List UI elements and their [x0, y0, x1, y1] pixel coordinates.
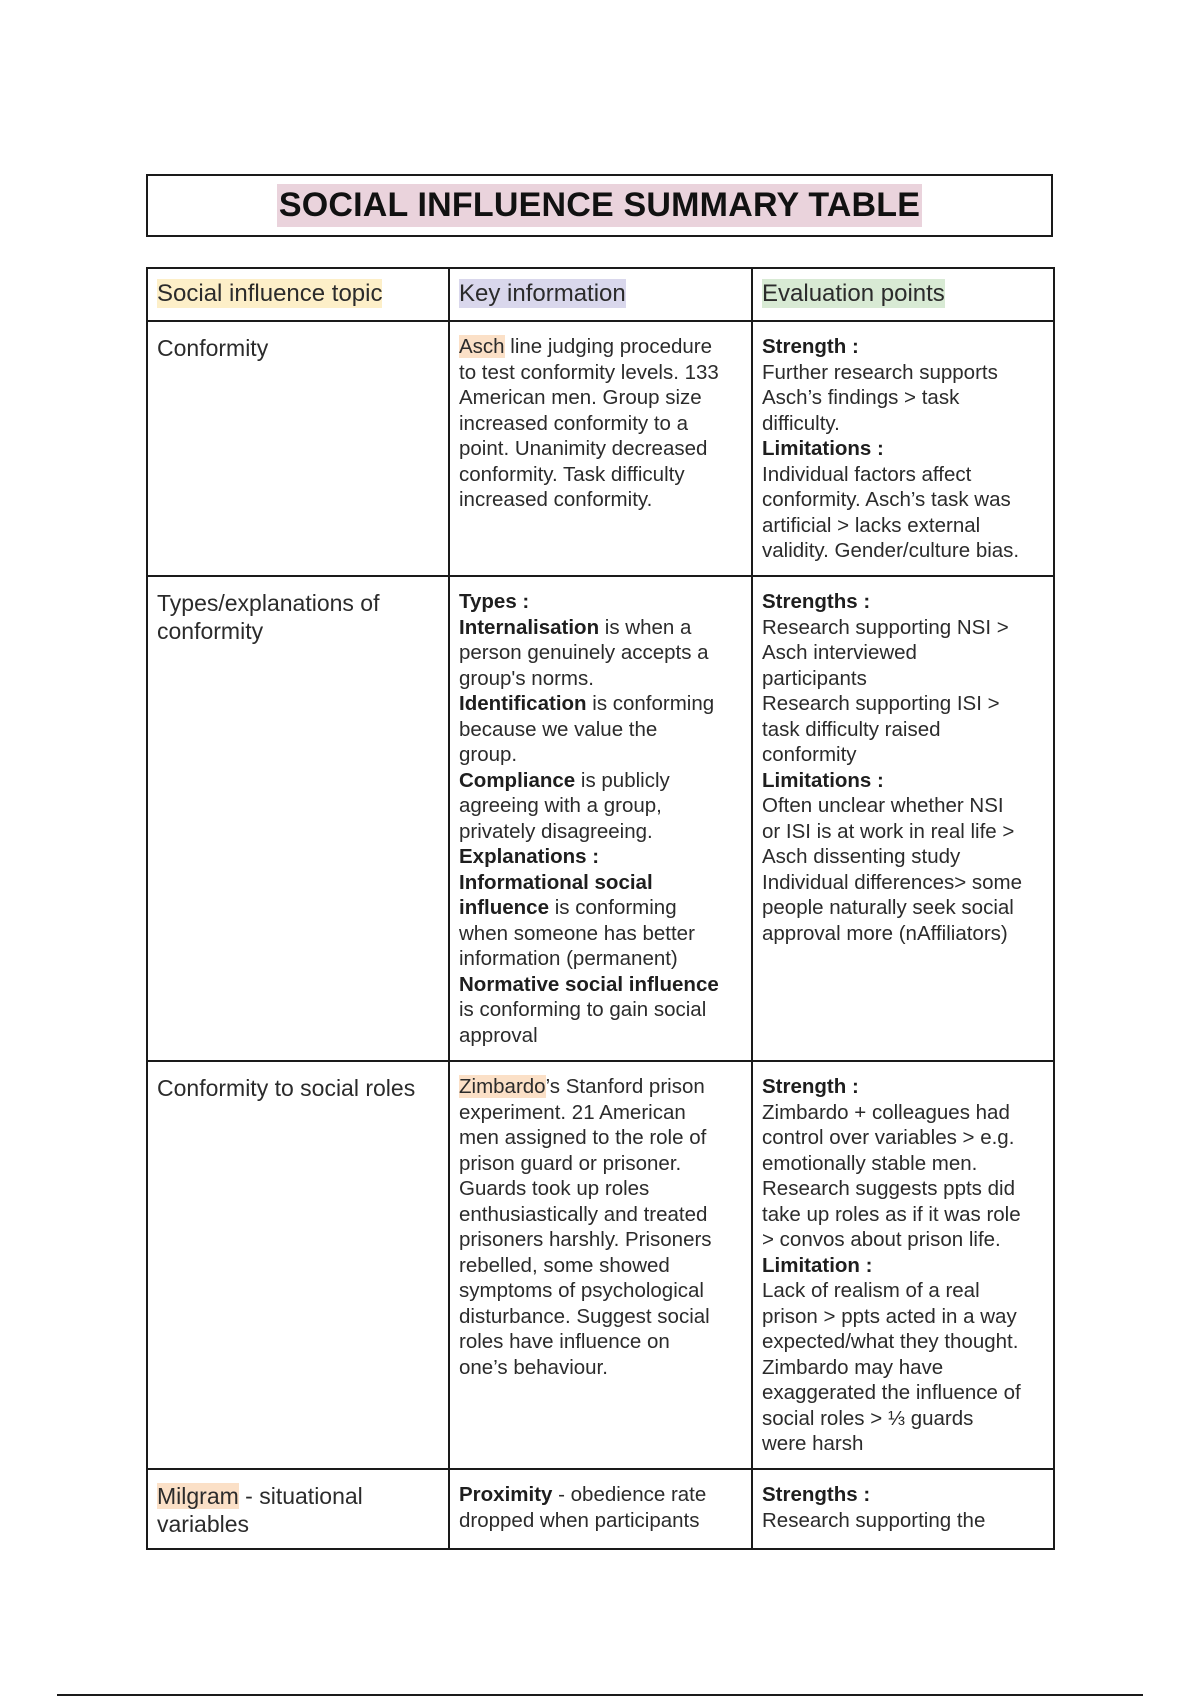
text-line [762, 793, 1044, 819]
highlighted-name: Zimbardo [459, 1075, 546, 1098]
text-line [459, 334, 742, 360]
text-run: when someone has better [459, 921, 695, 945]
header-cell-key [449, 268, 752, 321]
text-line [762, 487, 1044, 513]
text-line [459, 997, 742, 1023]
text-line: Conformity [157, 335, 269, 361]
text-run: approval more (nAffiliators) [762, 921, 1008, 945]
text-line [459, 436, 742, 462]
bold-term: Strengths : [762, 590, 871, 613]
text-line [459, 462, 742, 488]
text-line [762, 844, 1044, 870]
text-line [459, 895, 742, 921]
cell-key [449, 1469, 752, 1549]
text-run: is conforming to gain social [459, 998, 707, 1021]
text-line [459, 870, 742, 896]
text-line [459, 487, 742, 513]
text-run: Zimbardo + colleagues had [762, 1100, 1010, 1124]
text-run: conformity [762, 743, 857, 766]
text-line [762, 538, 1044, 564]
header-cell-eval [752, 268, 1054, 321]
text-line [762, 334, 1044, 360]
text-line [762, 870, 1044, 896]
text-run: line judging procedure [504, 335, 713, 358]
text-run: Individual differences> some [762, 870, 1023, 894]
text-line [157, 1482, 439, 1510]
text-run: roles have influence on [459, 1330, 670, 1353]
text-run: one’s behaviour. [459, 1355, 608, 1379]
text-run: Often unclear whether NSI [762, 794, 1004, 817]
page-title: SOCIAL INFLUENCE SUMMARY TABLE [277, 184, 922, 227]
text-line [762, 768, 1044, 794]
bold-term: Types : [459, 590, 530, 613]
text-line [459, 768, 742, 794]
text-line [459, 360, 742, 386]
bottom-divider [57, 1694, 1143, 1696]
text-line [762, 1074, 1044, 1100]
bold-term: Informational social [459, 870, 653, 894]
text-line [459, 1074, 742, 1100]
bold-term: Strengths : [762, 1483, 871, 1506]
text-run: Asch dissenting study [762, 845, 961, 868]
text-run: prisoners harshly. Prisoners [459, 1228, 712, 1251]
text-run: is conforming [586, 692, 715, 715]
text-line [762, 1278, 1044, 1304]
text-run: group. [459, 743, 518, 766]
text-run: enthusiastically and treated [459, 1202, 708, 1226]
text-run: Asch’s findings > task [762, 386, 960, 409]
text-run: information (permanent) [459, 947, 678, 970]
text-run: artificial > lacks external [762, 513, 981, 537]
text-run: American men. Group size [459, 386, 702, 409]
text-line [459, 615, 742, 641]
text-run: men assigned to the role of [459, 1126, 707, 1149]
text-line [762, 615, 1044, 641]
bold-term: Explanations : [459, 845, 600, 868]
text-line [762, 640, 1044, 666]
text-line [762, 895, 1044, 921]
text-run: Research supporting the [762, 1508, 986, 1532]
text-line [762, 462, 1044, 488]
text-line [459, 589, 742, 615]
text-line [459, 742, 742, 768]
text-run: agreeing with a group, [459, 794, 662, 817]
table-row [147, 576, 1054, 1061]
text-line [459, 1100, 742, 1126]
text-run: approval [459, 1023, 538, 1047]
text-line [762, 742, 1044, 768]
text-run: is publicly [575, 768, 670, 792]
cell-key [449, 321, 752, 576]
bold-term: Strength : [762, 1075, 859, 1098]
text-line [459, 1202, 742, 1228]
text-run: Zimbardo may have [762, 1355, 944, 1379]
text-line [762, 691, 1044, 717]
text-line [762, 921, 1044, 947]
bold-term: Proximity [459, 1483, 553, 1506]
text-run: Research supporting NSI > [762, 615, 1009, 639]
text-run: Individual factors affect [762, 462, 972, 486]
text-run: expected/what they thought. [762, 1330, 1019, 1353]
text-line [762, 1406, 1044, 1432]
text-line [762, 1202, 1044, 1228]
text-run: Lack of realism of a real [762, 1279, 980, 1302]
table-row [147, 1061, 1054, 1469]
text-run: people naturally seek social [762, 896, 1014, 919]
text-line [459, 1304, 742, 1330]
text-line: conformity [157, 618, 264, 644]
text-line [762, 385, 1044, 411]
text-line [459, 1278, 742, 1304]
text-line [762, 819, 1044, 845]
text-run: Asch interviewed [762, 641, 917, 664]
text-line [459, 1176, 742, 1202]
cell-topic [147, 576, 449, 1061]
cell-eval [752, 1061, 1054, 1469]
title-box [146, 174, 1053, 237]
bold-term: Strength : [762, 335, 859, 358]
bold-term: Limitation : [762, 1253, 873, 1277]
text-run: privately disagreeing. [459, 819, 653, 843]
text-run: participants [762, 666, 867, 690]
text-line [762, 1176, 1044, 1202]
text-run: person genuinely accepts a [459, 641, 709, 664]
text-run: prison guard or prisoner. [459, 1151, 682, 1175]
cell-topic [147, 1061, 449, 1469]
text-line [459, 1023, 742, 1049]
bold-term: Identification [459, 692, 587, 715]
text-line [762, 360, 1044, 386]
header-topic-label: Social influence topic [157, 280, 383, 307]
text-run: exaggerated the influence of [762, 1381, 1021, 1404]
text-run: experiment. 21 American [459, 1100, 686, 1124]
text-line [762, 1253, 1044, 1279]
bold-term: Compliance [459, 768, 576, 792]
text-line [459, 819, 742, 845]
summary-table [146, 267, 1055, 1550]
text-run: is conforming [549, 896, 677, 919]
text-line [762, 1380, 1044, 1406]
text-line [762, 1482, 1044, 1508]
cell-eval [752, 1469, 1054, 1549]
text-line [459, 1125, 742, 1151]
text-line [762, 436, 1044, 462]
text-run: rebelled, some showed [459, 1253, 670, 1277]
text-run: emotionally stable men. [762, 1151, 978, 1175]
text-run: is when a [599, 615, 692, 639]
text-run: point. Unanimity decreased [459, 437, 708, 460]
text-line [762, 1304, 1044, 1330]
cell-key [449, 1061, 752, 1469]
text-line [459, 691, 742, 717]
text-line [459, 640, 742, 666]
text-line: Types/explanations of [157, 590, 380, 616]
text-line [459, 385, 742, 411]
text-run: prison > ppts acted in a way [762, 1304, 1017, 1328]
table-row [147, 321, 1054, 576]
text-run: ’s Stanford prison [545, 1075, 705, 1098]
text-run: difficulty. [762, 411, 840, 435]
text-line [459, 844, 742, 870]
text-line [459, 793, 742, 819]
text-run: Guards took up roles [459, 1177, 650, 1200]
text-run: were harsh [762, 1432, 864, 1455]
highlighted-name: Milgram [157, 1483, 239, 1509]
text-run: - obedience rate [552, 1483, 707, 1506]
text-line [762, 1329, 1044, 1355]
text-run: conformity. Task difficulty [459, 462, 685, 486]
header-key-label: Key information [459, 280, 626, 307]
text-line [459, 1227, 742, 1253]
text-run: social roles > ⅓ guards [762, 1406, 974, 1430]
text-run: or ISI is at work in real life > [762, 819, 1015, 843]
text-run: Further research supports [762, 360, 998, 384]
text-run: > convos about prison life. [762, 1228, 1001, 1251]
bold-term: Normative social influence [459, 972, 719, 996]
header-eval-label: Evaluation points [762, 280, 945, 307]
text-run: Research suggests ppts did [762, 1177, 1015, 1200]
text-line [762, 1431, 1044, 1457]
text-run: dropped when participants [459, 1508, 700, 1532]
text-line: variables [157, 1511, 250, 1537]
text-line [762, 513, 1044, 539]
cell-topic [147, 321, 449, 576]
text-line [459, 1482, 742, 1508]
text-line [459, 1329, 742, 1355]
header-cell-topic [147, 268, 449, 321]
text-run: increased conformity to a [459, 411, 689, 435]
text-line [762, 1151, 1044, 1177]
cell-eval [752, 321, 1054, 576]
text-line [762, 1355, 1044, 1381]
text-line [459, 411, 742, 437]
cell-topic [147, 1469, 449, 1549]
text-run: group's norms. [459, 666, 594, 690]
text-line [459, 946, 742, 972]
text-line [762, 1100, 1044, 1126]
text-line [459, 1355, 742, 1381]
text-run: symptoms of psychological [459, 1279, 704, 1302]
text-line [762, 666, 1044, 692]
text-line [762, 1227, 1044, 1253]
text-line [459, 666, 742, 692]
text-run: take up roles as if it was role [762, 1202, 1021, 1226]
text-line [459, 1253, 742, 1279]
text-run: because we value the [459, 717, 658, 741]
text-run: increased conformity. [459, 488, 653, 511]
text-line [762, 1508, 1044, 1534]
text-line [459, 921, 742, 947]
text-run: disturbance. Suggest social [459, 1304, 710, 1328]
text-run: control over variables > e.g. [762, 1126, 1015, 1149]
bold-term: Limitations : [762, 768, 884, 792]
text-line [762, 1125, 1044, 1151]
cell-key [449, 576, 752, 1061]
text-line [762, 717, 1044, 743]
text-run: to test conformity levels. 133 [459, 360, 719, 384]
highlighted-name: Asch [459, 335, 505, 358]
cell-eval [752, 576, 1054, 1061]
text-line [459, 1508, 742, 1534]
text-run: Research supporting ISI > [762, 692, 1000, 715]
text-line: Conformity to social roles [157, 1075, 416, 1101]
text-line [762, 411, 1044, 437]
bold-term: Limitations : [762, 437, 884, 460]
text-run: conformity. Asch’s task was [762, 488, 1011, 511]
text-line [459, 972, 742, 998]
text-run: - situational [238, 1483, 363, 1509]
text-run: task difficulty raised [762, 717, 941, 741]
header-row [147, 268, 1054, 321]
text-line [459, 1151, 742, 1177]
text-run: validity. Gender/culture bias. [762, 539, 1020, 562]
bold-term: Internalisation [459, 615, 600, 639]
bold-term: influence [459, 896, 549, 919]
text-line [762, 589, 1044, 615]
table-row [147, 1469, 1054, 1549]
text-line [459, 717, 742, 743]
